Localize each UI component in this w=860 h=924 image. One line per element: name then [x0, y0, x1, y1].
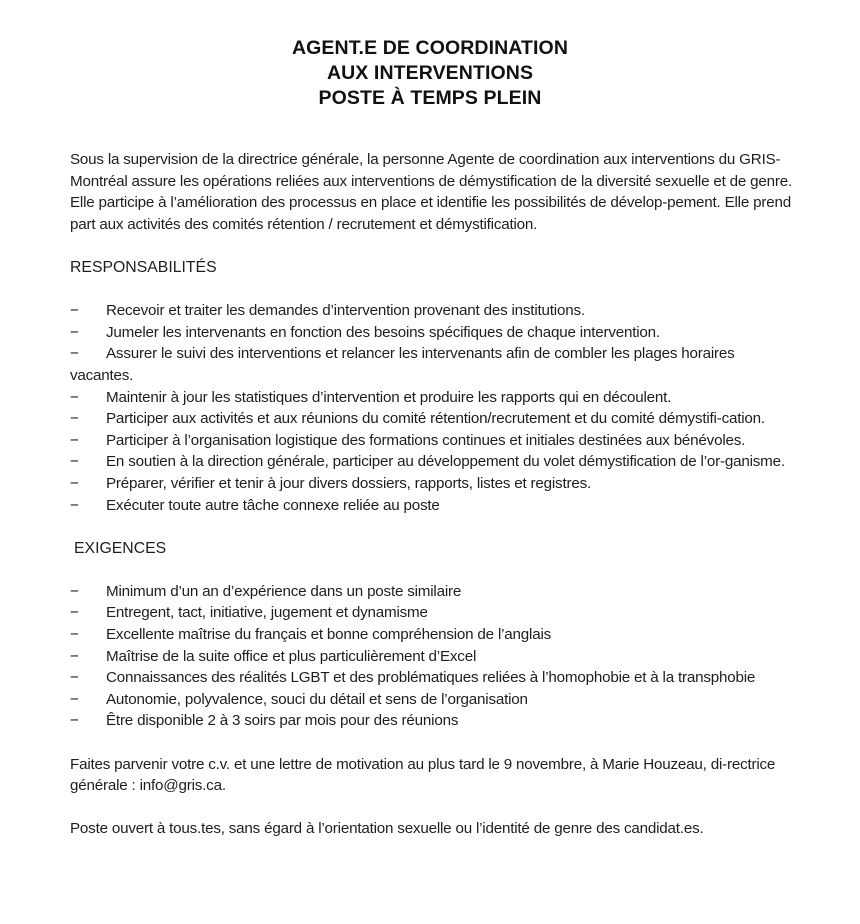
- list-item: − Exécuter toute autre tâche connexe reliée au poste: [70, 495, 792, 517]
- list-item: − Assurer le suivi des interventions et relancer les intervenants afin de combler les plages horaires vacantes.: [70, 345, 735, 384]
- list-item: − En soutien à la direction générale, participer au développement du volet démystification de l’or-ganisme.: [70, 451, 792, 473]
- dash-bullet: −: [70, 474, 79, 492]
- list-item: − Jumeler les intervenants en fonction des besoins spécifiques de chaque intervention.: [70, 322, 792, 344]
- document-body: [70, 149, 792, 840]
- list-item: − Recevoir et traiter les demandes d’intervention provenant des institutions.: [70, 300, 792, 322]
- intro-paragraph: Sous la supervision de la directrice générale, la personne Agente de coordination aux interventions du GRIS-Montréal assure les opérations reliées aux interventions de démystification de la diversité sexuelle et de genre. Elle participe à l’amélioration des processus en place et identifie les possibilités de dévelop-pement. Elle prend part aux activités des comités rétention / recrutement et démystification.: [70, 151, 792, 233]
- title-line-1: AGENT.E DE COORDINATION: [291, 37, 569, 59]
- contact-email: info@gris.ca: [139, 777, 222, 795]
- dash-bullet: −: [70, 582, 79, 600]
- application-paragraph: Faites parvenir votre c.v. et une lettre de motivation au plus tard le 9 novembre, à Marie Houzeau, di-rectrice générale : info@gris.ca.: [70, 755, 776, 795]
- responsabilites-heading: RESPONSABILITÉS: [70, 258, 217, 276]
- list-item: − Être disponible 2 à 3 soirs par mois pour des réunions: [70, 710, 792, 732]
- list-item: − Maintenir à jour les statistiques d’intervention et produire les rapports qui en découlent.: [70, 387, 792, 409]
- dash-bullet: −: [70, 302, 79, 320]
- dash-bullet: −: [70, 626, 79, 644]
- list-item: − Minimum d’un an d’expérience dans un poste similaire: [70, 581, 792, 603]
- dash-bullet: −: [70, 712, 79, 730]
- dash-bullet: −: [70, 669, 79, 687]
- dash-bullet: −: [70, 690, 79, 708]
- dash-bullet: −: [70, 323, 79, 341]
- list-item: − Connaissances des réalités LGBT et des problématiques reliées à l’homophobie et à la transphobie: [70, 667, 792, 689]
- footer-note: Poste ouvert à tous.tes, sans égard à l’orientation sexuelle ou l’identité de genre des candidat.es.: [70, 820, 704, 838]
- dash-bullet: −: [70, 453, 79, 471]
- list-item: − Participer à l’organisation logistique des formations continues et initiales destinées aux bénévoles.: [70, 430, 792, 452]
- title-line-3: POSTE À TEMPS PLEIN: [318, 87, 542, 109]
- page-title: [0, 36, 860, 111]
- dash-bullet: −: [70, 647, 79, 665]
- dash-bullet: −: [70, 604, 79, 622]
- exigences-heading: EXIGENCES: [74, 539, 167, 557]
- list-item: − Maîtrise de la suite office et plus particulièrement d’Excel: [70, 646, 792, 668]
- dash-bullet: −: [70, 345, 79, 363]
- list-item: − Préparer, vérifier et tenir à jour divers dossiers, rapports, listes et registres.: [70, 473, 792, 495]
- list-item: − Excellente maîtrise du français et bonne compréhension de l’anglais: [70, 624, 792, 646]
- list-item: − Participer aux activités et aux réunions du comité rétention/recrutement et du comité démystifi-cation.: [70, 408, 792, 430]
- list-item: − Autonomie, polyvalence, souci du détail et sens de l’organisation: [70, 689, 792, 711]
- dash-bullet: −: [70, 496, 79, 514]
- dash-bullet: −: [70, 410, 79, 428]
- dash-bullet: −: [70, 388, 79, 406]
- title-line-2: AUX INTERVENTIONS: [326, 62, 534, 84]
- list-item: − Entregent, tact, initiative, jugement et dynamisme: [70, 602, 792, 624]
- dash-bullet: −: [70, 431, 79, 449]
- exigences-list: [70, 581, 792, 732]
- responsabilites-list: [70, 300, 792, 516]
